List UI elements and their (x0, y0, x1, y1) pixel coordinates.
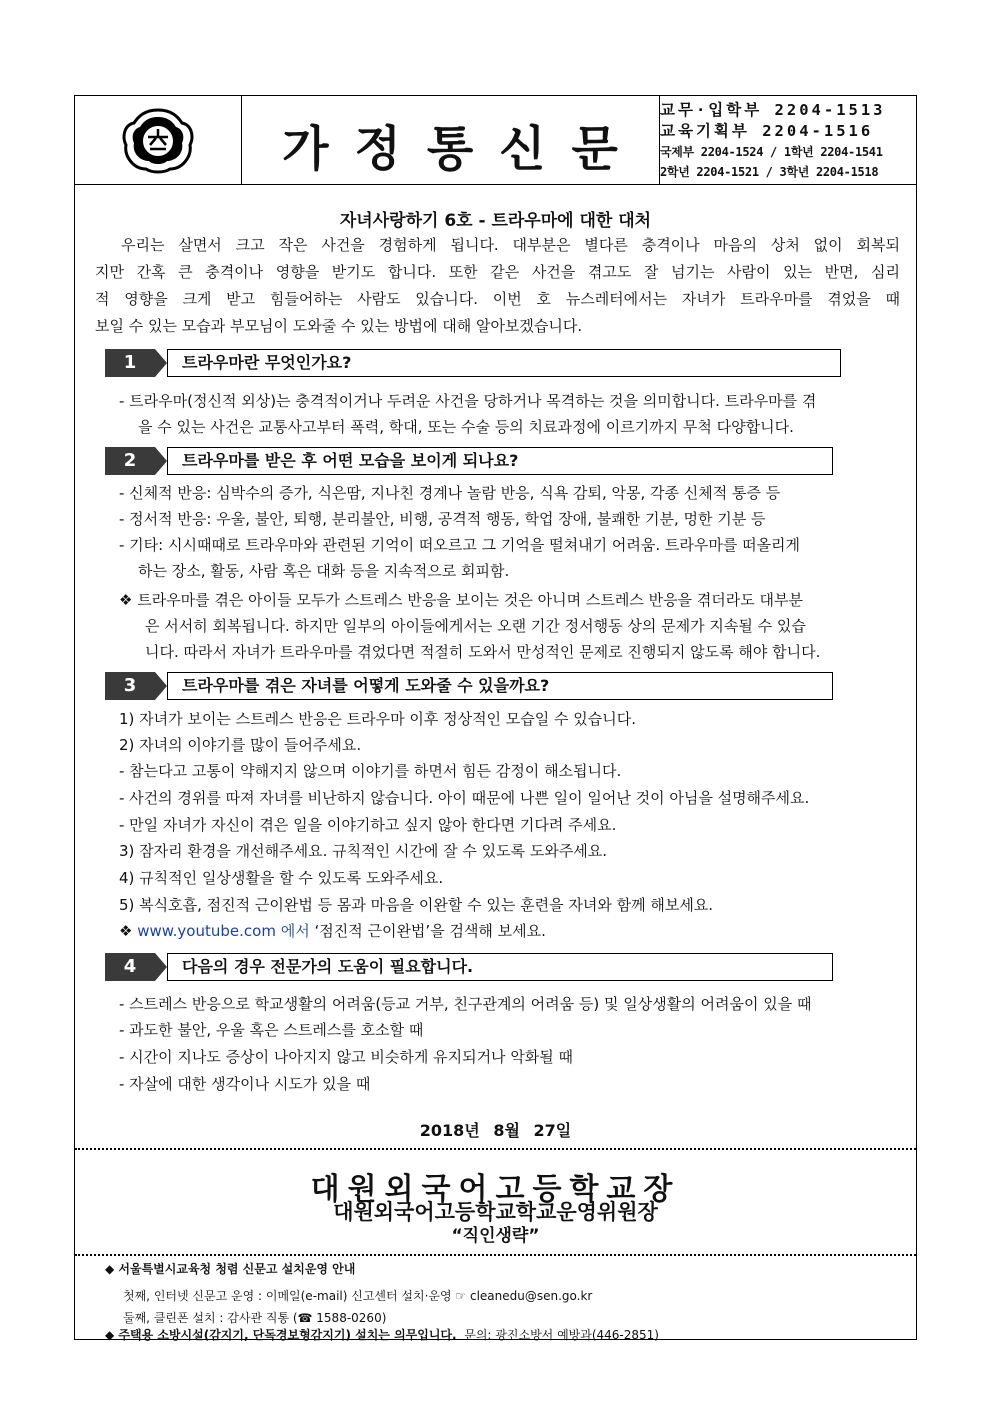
intro-line: 지만 간혹 큰 충격이나 영향을 받기도 합니다. 또한 같은 사건을 겪고도 잘 넘기는 사람이 있는 반면, 심리 (95, 263, 900, 281)
section-line: - 만일 자녀가 자신이 겪은 일을 이야기하고 싶지 않아 한다면 기다려 주세요. (119, 816, 617, 834)
section-line: - 자살에 대한 생각이나 시도가 있을 때 (119, 1075, 371, 1093)
footer-line: 둘째, 클린폰 설치 : 감사관 직통 (☎ 1588-0260) (123, 1311, 387, 1325)
contact-line: 교무·입학부 2204-1513 (660, 101, 886, 119)
youtube-link[interactable]: www.youtube.com 에서 (137, 922, 310, 940)
section-line: 3) 잠자리 환경을 개선해주세요. 규칙적인 시간에 잘 수 있도록 도와주세요. (119, 842, 608, 860)
contact-line: 국제부 2204-1524 / 1학년 2204-1541 (660, 145, 883, 159)
contact-list (660, 100, 916, 182)
section-line: - 스트레스 반응으로 학교생활의 어려움(등교 거부, 친구관계의 어려움 등) 및 일상생활의 어려움이 있을 때 (119, 995, 812, 1013)
section-line: - 기타: 시시때때로 트라우마와 관련된 기억이 떠오르고 그 기억을 떨쳐내기 어려움. 트라우마를 떠올리게 (119, 536, 801, 554)
contact-line: 교육기획부 2204-1516 (660, 122, 874, 140)
section-title: 트라우마를 받은 후 어떤 모습을 보이게 되나요? (167, 447, 833, 475)
section-tip (119, 918, 546, 944)
section-line: 5) 복식호흡, 점진적 근이완법 등 몸과 마음을 이완할 수 있는 훈련을 자녀와 함께 해보세요. (119, 896, 714, 914)
section-line: 4) 규칙적인 일상생활을 할 수 있도록 도와주세요. (119, 869, 444, 887)
section-line: - 시간이 지나도 증상이 나아지지 않고 비슷하게 유지되거나 악화될 때 (119, 1048, 574, 1066)
contact-line: 2학년 2204-1521 / 3학년 2204-1518 (660, 165, 879, 179)
logo-cell (75, 96, 242, 184)
section-note: ❖ 트라우마를 겪은 아이들 모두가 스트레스 반응을 보이는 것은 아니며 스트레스 반응을 겪더라도 대부분 (119, 591, 804, 609)
header (75, 96, 916, 185)
section-title: 트라우마를 겪은 자녀를 어떻게 도와줄 수 있을까요? (167, 672, 833, 700)
section-line: - 과도한 불안, 우울 혹은 스트레스를 호소할 때 (119, 1021, 424, 1039)
committee-signature: 대원외국어고등학교학교운영위원장 (333, 1200, 658, 1224)
section-arrow-icon (155, 953, 167, 981)
section-arrow-icon (155, 349, 167, 377)
section-line: 을 수 있는 사건은 교통사고부터 폭력, 학대, 또는 수술 등의 치료과정에 이르기까지 무척 다양합니다. (138, 418, 794, 436)
section-title: 다음의 경우 전문가의 도움이 필요합니다. (167, 953, 833, 981)
tip-marker-icon: ❖ (119, 922, 133, 940)
document-frame (74, 95, 917, 1340)
section-number: 2 (105, 447, 155, 475)
title-cell (241, 96, 660, 184)
section-arrow-icon (155, 672, 167, 700)
section-line: - 사건의 경위를 따져 자녀를 비난하지 않습니다. 아이 때문에 나쁜 일이 일어난 것이 아님을 설명해주세요. (119, 789, 810, 807)
section-line: - 참는다고 고통이 약해지지 않으며 이야기를 하면서 힘든 감정이 해소됩니다. (119, 762, 622, 780)
issue-date: 2018년 8월 27일 (419, 1121, 572, 1140)
section-note: 니다. 따라서 자녀가 트라우마를 겪었다면 적절히 도와서 만성적인 문제로 진행되지 않도록 해야 합니다. (145, 643, 821, 661)
newsletter-title: 자녀사랑하기 6호 - 트라우마에 대한 대처 (339, 211, 652, 231)
section-number: 4 (105, 953, 155, 981)
divider (75, 1148, 916, 1150)
seal-omitted-note: “직인생략” (451, 1226, 540, 1246)
section-line: - 정서적 반응: 우울, 불안, 퇴행, 분리불안, 비행, 공격적 행동, 학업 장애, 불쾌한 기분, 멍한 기분 등 (119, 510, 766, 528)
intro-line: 적 영향을 크게 받고 힘들어하는 사람도 있습니다. 이번 호 뉴스레터에서는 자녀가 트라우마를 겪었을 때 (95, 290, 900, 308)
section-line: 2) 자녀의 이야기를 많이 들어주세요. (119, 736, 362, 754)
section-title: 트라우마란 무엇인가요? (167, 349, 841, 377)
footer-line: 첫째, 인터넷 신문고 운영 : 이메일(e-mail) 신고센터 설치·운영 ☞ cleanedu@sen.go.kr (123, 1289, 593, 1303)
section-line: 하는 장소, 활동, 사람 혹은 대화 등을 지속적으로 회피함. (138, 562, 510, 580)
section-line: - 신체적 반응: 심박수의 증가, 식은땀, 지나친 경계나 놀람 반응, 식욕 감퇴, 악몽, 각종 신체적 통증 등 (119, 484, 781, 502)
intro-paragraph (95, 232, 900, 340)
principal-signature: 대원외국어고등학교장 (310, 1172, 681, 1207)
footer-notice: ◆ 주택용 소방시설(감지기, 단독경보형감지기) 설치는 의무입니다. 문의: 광진소방서 예방과(446-2851) (105, 1328, 659, 1342)
intro-line: 우리는 살면서 크고 작은 사건을 경험하게 됩니다. 대부분은 별다른 충격이나 마음의 상처 없이 회복되 (121, 236, 900, 254)
section-number: 3 (105, 672, 155, 700)
tip-text: ‘점진적 근이완법’을 검색해 보세요. (309, 922, 546, 940)
section-line: - 트라우마(정신적 외상)는 충격적이거나 두려운 사건을 당하거나 목격하는 것을 의미합니다. 트라우마를 겪 (119, 392, 817, 410)
footer-notice: ◆ 서울특별시교육청 청렴 신문고 설치운영 안내 (105, 1262, 356, 1276)
section-line: 1) 자녀가 보이는 스트레스 반응은 트라우마 이후 정상적인 모습일 수 있습니다. (119, 710, 637, 728)
section-number: 1 (105, 349, 155, 377)
intro-line: 보일 수 있는 모습과 부모님이 도와줄 수 있는 방법에 대해 알아보겠습니다. (95, 317, 583, 335)
divider (75, 1254, 916, 1256)
school-emblem-icon (120, 107, 196, 175)
section-arrow-icon (155, 447, 167, 475)
section-note: 은 서서히 회복됩니다. 하지만 일부의 아이들에게서는 오랜 기간 정서행동 상의 문제가 지속될 수 있습 (145, 617, 806, 635)
page-title: 가정통신문 (282, 121, 644, 177)
